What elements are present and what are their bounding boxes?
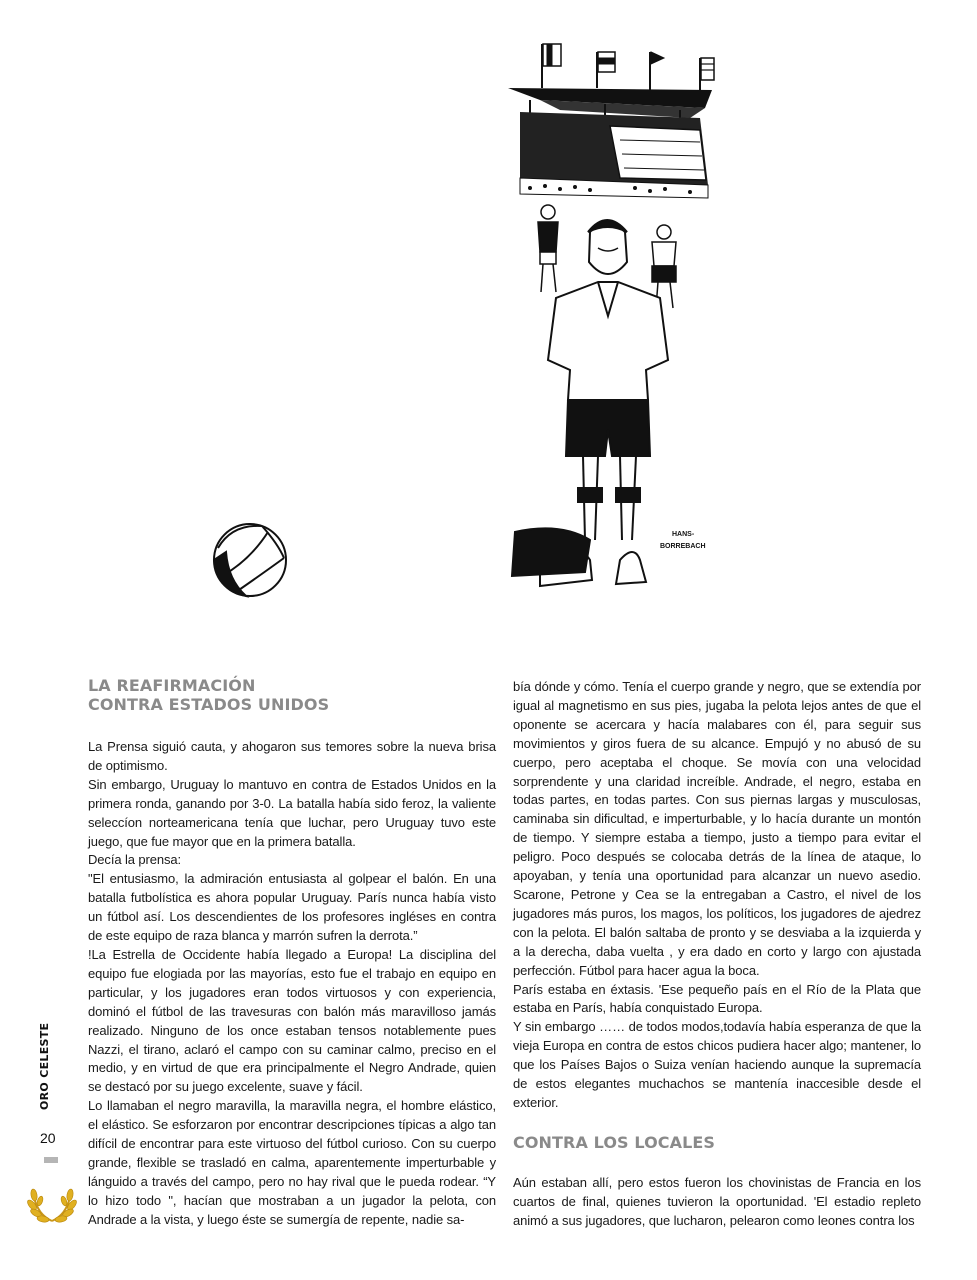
stadium-stand	[508, 88, 712, 198]
paragraph: Sin embargo, Uruguay lo mantuvo en contra de Estados Unidos en la primera ronda, ganando por 3-0. La batalla había sido feroz, la valiente seleccíon norteamericana tenía que luchar, pero Uruguay tuvo este juego, que fue mayor que en la primera batalla.	[88, 776, 496, 849]
artist-signature	[660, 531, 706, 550]
svg-text:BORREBACH: BORREBACH	[660, 543, 706, 550]
magazine-title: ORO CELESTE	[38, 1022, 51, 1110]
page-marker	[44, 1157, 58, 1163]
background-player-left	[538, 205, 558, 292]
paragraph: La Prensa siguió cauta, y ahogaron sus temores sobre la nueva brisa de optimismo.	[88, 739, 496, 773]
main-player	[512, 220, 668, 586]
page-number: 20	[40, 1130, 56, 1146]
heading-line-2: CONTRA ESTADOS UNIDOS	[88, 695, 330, 714]
article-left-column	[88, 676, 496, 1230]
paragraph: París estaba en éxtasis. 'Ese pequeño país en el Río de la Plata que estaba en París, había conquistado Europa.	[513, 981, 921, 1016]
svg-text:HANS-: HANS-	[672, 531, 695, 538]
flags	[542, 44, 714, 92]
paragraph: Lo llamaban el negro maravilla, la maravilla negra, el hombre elástico, el elástico. Se esforzaron por encontrar descripciones típicas a algo tan difícil de encontrar para este virtuoso del fútbol curioso. Con su cuerpo grande, flexible se trasladó en calma, aparentemente imperturbable y lánguido a través del campo, pero no hay rival que le pueda rodear. “Y lo hizo todo ", hacían que mostraban a un jugador la pelota, con Andrade a la vista, y luego éste se sumergía de repente, nadie sa-	[88, 1098, 496, 1227]
subsection-heading: CONTRA LOS LOCALES	[513, 1132, 716, 1152]
heading-line-1: LA REAFIRMACIÓN	[88, 676, 256, 695]
article-right-column	[513, 678, 921, 1231]
paragraph: Decía la prensa:	[88, 852, 182, 868]
section-heading	[88, 676, 496, 714]
laurel-wreath-icon	[26, 1175, 78, 1227]
football-ball-icon	[214, 524, 286, 596]
paragraph: Y sin embargo …… de todos modos,todavía había esperanza de que la vieja Europa en contra de estos chicos pudiera hacer algo; mantener, lo que los Países Bajos o Suiza venían haciendo aunque la supremacía de estos elegantes muchachos se mantenía inaccesible desde el exterior.	[513, 1019, 921, 1110]
paragraph: bía dónde y cómo. Tenía el cuerpo grande y negro, que se extendía por igual al magnetismo en sus pies, jugaba la pelota lejos antes de que el oponente se acercara y hacía malabares con él, para seguir sus movimientos y giros fuera de su alcance. Empujó y no abusó de su cuerpo, pero aceptaba el choque. Se movía con una velocidad sorprendente y una claridad increíble. Andrade, el negro, estaba en todas partes, en todas partes. Con sus piernas largas y musculosas, caminaba sin dificultad, e imperturbable, y lo hacía durante un montón de tiempo. Y siempre estaba a tiempo, justo a tiempo para evitar el peligro. Poco después se colocaba detrás de la línea de ataque, lo apoyaban, y tenía una oportunidad para alcanzar un nuevo asedio. Scarone, Petrone y Cea se la entregaban a Castro, el nivel de los jugadores más puros, los magos, los políticos, los jugadores de ajedrez con la pelota. El balón saltaba de pronto y se desviaba a la izquierda y a la derecha, daba vuelta , y era dado en corto y largo con ajustada perfección. Fútbol para hacer agua la boca.	[513, 679, 921, 978]
paragraph: !La Estrella de Occidente había llegado a Europa! La disciplina del equipo fue elogiada por las mayorías, esto fue el trabajo en equipo en particular, y los jugadores eran todos virtuosos y con experiencia, dominó el fútbol de las travesuras con balón más maravilloso jamás realizado. Ninguno de los once estaban tensos notablemente pues Nazzi, el tirano, aclaró el campo con su caminar calmo, preciso en el medio, y en virtud de que era principalmente el Negro Andrade, quien se destacó por su juego excelente, suave y fácil.	[88, 946, 496, 1095]
paragraph: Aún estaban allí, pero estos fueron los chovinistas de Francia en los cuartos de final, quienes tuvieron la oportunidad. 'El estadio repleto animó a sus jugadores, que lucharon, pelearon como leones contra los	[513, 1174, 921, 1228]
paragraph: "El entusiasmo, la admiración entusiasta al golpear el balón. En una batalla futbolística es ahora popular Uruguay. París nunca había visto un fútbol así. Los descendientes de los profesores ingléses en contra de este equipo de raza blanca y marrón sufren la derrota.”	[88, 871, 496, 944]
